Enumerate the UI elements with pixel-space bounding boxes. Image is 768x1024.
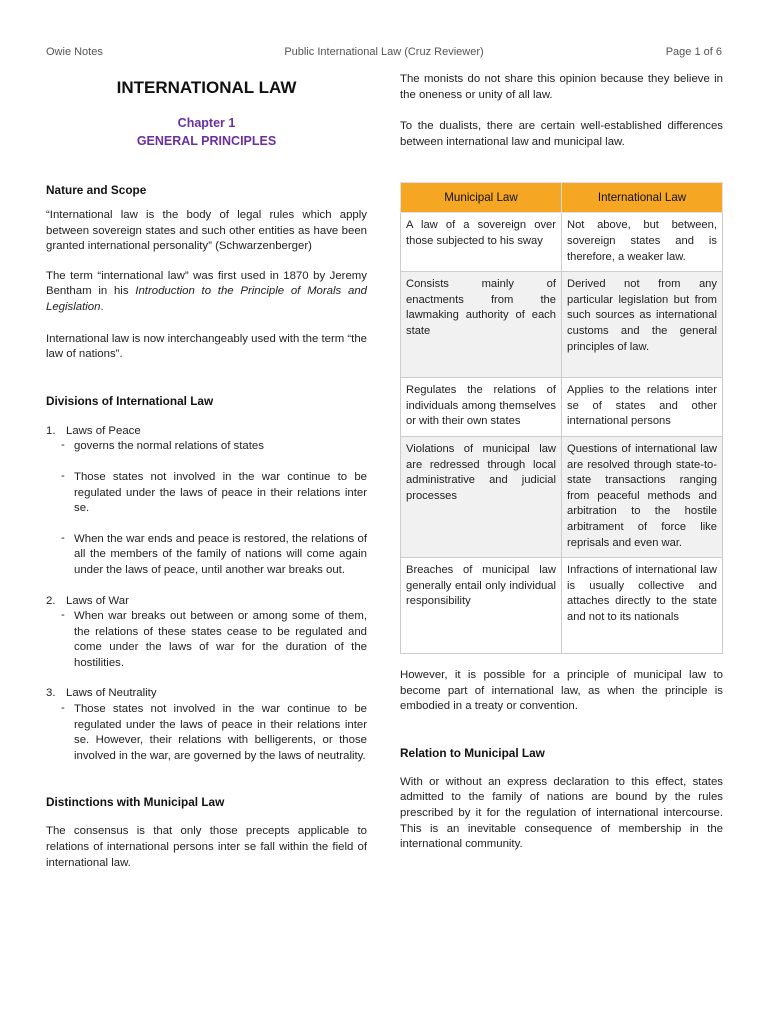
dash-bullet: - <box>61 702 65 715</box>
table-row <box>401 558 723 654</box>
dash-bullet: - <box>61 469 65 482</box>
list-item <box>46 470 367 517</box>
municipal-cell: Regulates the relations of individuals among themselves or with their own states <box>401 378 562 437</box>
header-center: Public International Law (Cruz Reviewer) <box>284 46 484 58</box>
dash-bullet: - <box>61 531 65 544</box>
column-header-international: International Law <box>562 183 723 213</box>
municipal-cell: Violations of municipal law are redressed through local administrative and judicial processes <box>401 436 562 557</box>
list-item-text: Those states not involved in the war continue to be regulated under the laws of peace in their relations inter se. However, their relations with belligerents, or those involved in the war, are governed by the laws of neutrality. <box>74 703 367 762</box>
list-item-text: When the war ends and peace is restored, the relations of all the members of the family of nations will come again under the laws of peace, until another war breaks out. <box>74 532 367 576</box>
division-number: 3. <box>46 687 56 700</box>
distinctions-paragraph: The consensus is that only those precepts applicable to relations of international persons inter se fall within the field of international law. <box>46 825 367 869</box>
comparison-table <box>400 182 723 654</box>
nature-scope-heading: Nature and Scope <box>46 183 147 197</box>
international-cell: Questions of international law are resolved through state-to-state transactions ranging from peaceful methods and arbitration to the hostile arbitrament of force like reprisals and even war. <box>562 436 723 557</box>
division-label: Laws of Neutrality <box>66 687 157 700</box>
international-cell: Infractions of international law is usually collective and attaches directly to the state and not to its nationals <box>562 558 723 654</box>
relation-heading: Relation to Municipal Law <box>400 745 545 760</box>
list-item-text: When war breaks out between or among some of them, the relations of these states cease to be regulated and come under the laws of war for the duration of the hostilities. <box>74 610 367 669</box>
table-header-row <box>401 183 723 213</box>
division-label: Laws of Peace <box>66 424 141 437</box>
bentham-work-title: Introduction to the Principle of Morals and Legislation <box>46 285 368 313</box>
international-cell: Derived not from any particular legislation but from such sources as international customs and the general principles of law. <box>562 272 723 378</box>
table-row <box>401 213 723 272</box>
document-title: INTERNATIONAL LAW <box>116 78 297 97</box>
division-number: 1. <box>46 424 56 437</box>
dualists-paragraph: To the dualists, there are certain well-established differences between international law and municipal law. <box>400 120 723 148</box>
column-header-municipal: Municipal Law <box>401 183 562 213</box>
term-origin-paragraph <box>46 269 367 316</box>
list-item-text: Those states not involved in the war continue to be regulated under the laws of peace in their relations inter se. <box>74 470 367 515</box>
dash-bullet: - <box>61 439 65 452</box>
term-origin-text: The term “international law” was first used in 1870 by Jeremy Bentham in his <box>46 269 367 298</box>
list-item <box>46 439 367 455</box>
term-origin-end: . <box>100 300 104 313</box>
division-label: Laws of War <box>66 594 129 607</box>
list-item <box>46 532 367 579</box>
page-header <box>46 46 722 62</box>
international-cell: Not above, but between, sovereign states and is therefore, a weaker law. <box>562 213 723 272</box>
table-row <box>401 378 723 437</box>
chapter-number: Chapter 1 <box>177 116 236 130</box>
division-number: 2. <box>46 594 56 607</box>
divisions-heading: Divisions of International Law <box>46 393 214 408</box>
list-item <box>46 702 367 764</box>
table-row <box>401 272 723 378</box>
division-laws-of-war <box>46 594 367 610</box>
chapter-title: GENERAL PRINCIPLES <box>136 134 277 148</box>
municipal-cell: A law of a sovereign over those subjected to his sway <box>401 213 562 272</box>
list-item <box>46 609 367 671</box>
left-column <box>46 72 367 871</box>
law-of-nations-paragraph: International law is now interchangeably used with the term “the law of nations”. <box>46 332 368 361</box>
header-left: Owie Notes <box>46 46 103 58</box>
dash-bullet: - <box>61 609 65 622</box>
division-laws-of-peace <box>46 424 367 440</box>
municipal-cell: Consists mainly of enactments from the lawmaking authority of each state <box>401 272 562 378</box>
division-laws-of-neutrality <box>46 686 367 702</box>
table-row <box>401 436 723 557</box>
monists-paragraph: The monists do not share this opinion because they believe in the oneness or unity of all law. <box>400 73 723 101</box>
however-paragraph: However, it is possible for a principle of municipal law to become part of international law, as when the principle is embodied in a treaty or convention. <box>400 669 723 713</box>
relation-paragraph: With or without an express declaration to this effect, states admitted to the family of nations are bound by the rules prescribed by it for the regulation of international intercourse. This is an inevitable consequence of membership in the international community. <box>400 775 723 851</box>
distinctions-heading: Distinctions with Municipal Law <box>46 795 225 810</box>
header-page-number: Page 1 of 6 <box>665 46 722 58</box>
list-item-text: governs the normal relations of states <box>74 440 264 453</box>
international-cell: Applies to the relations inter se of states and other international persons <box>562 378 723 437</box>
definition-paragraph: “International law is the body of legal rules which apply between sovereign states and such other entities as have been granted international personality” (Schwarzenberger) <box>46 209 367 253</box>
right-column <box>400 72 723 853</box>
municipal-cell: Breaches of municipal law generally entail only individual responsibility <box>401 558 562 654</box>
